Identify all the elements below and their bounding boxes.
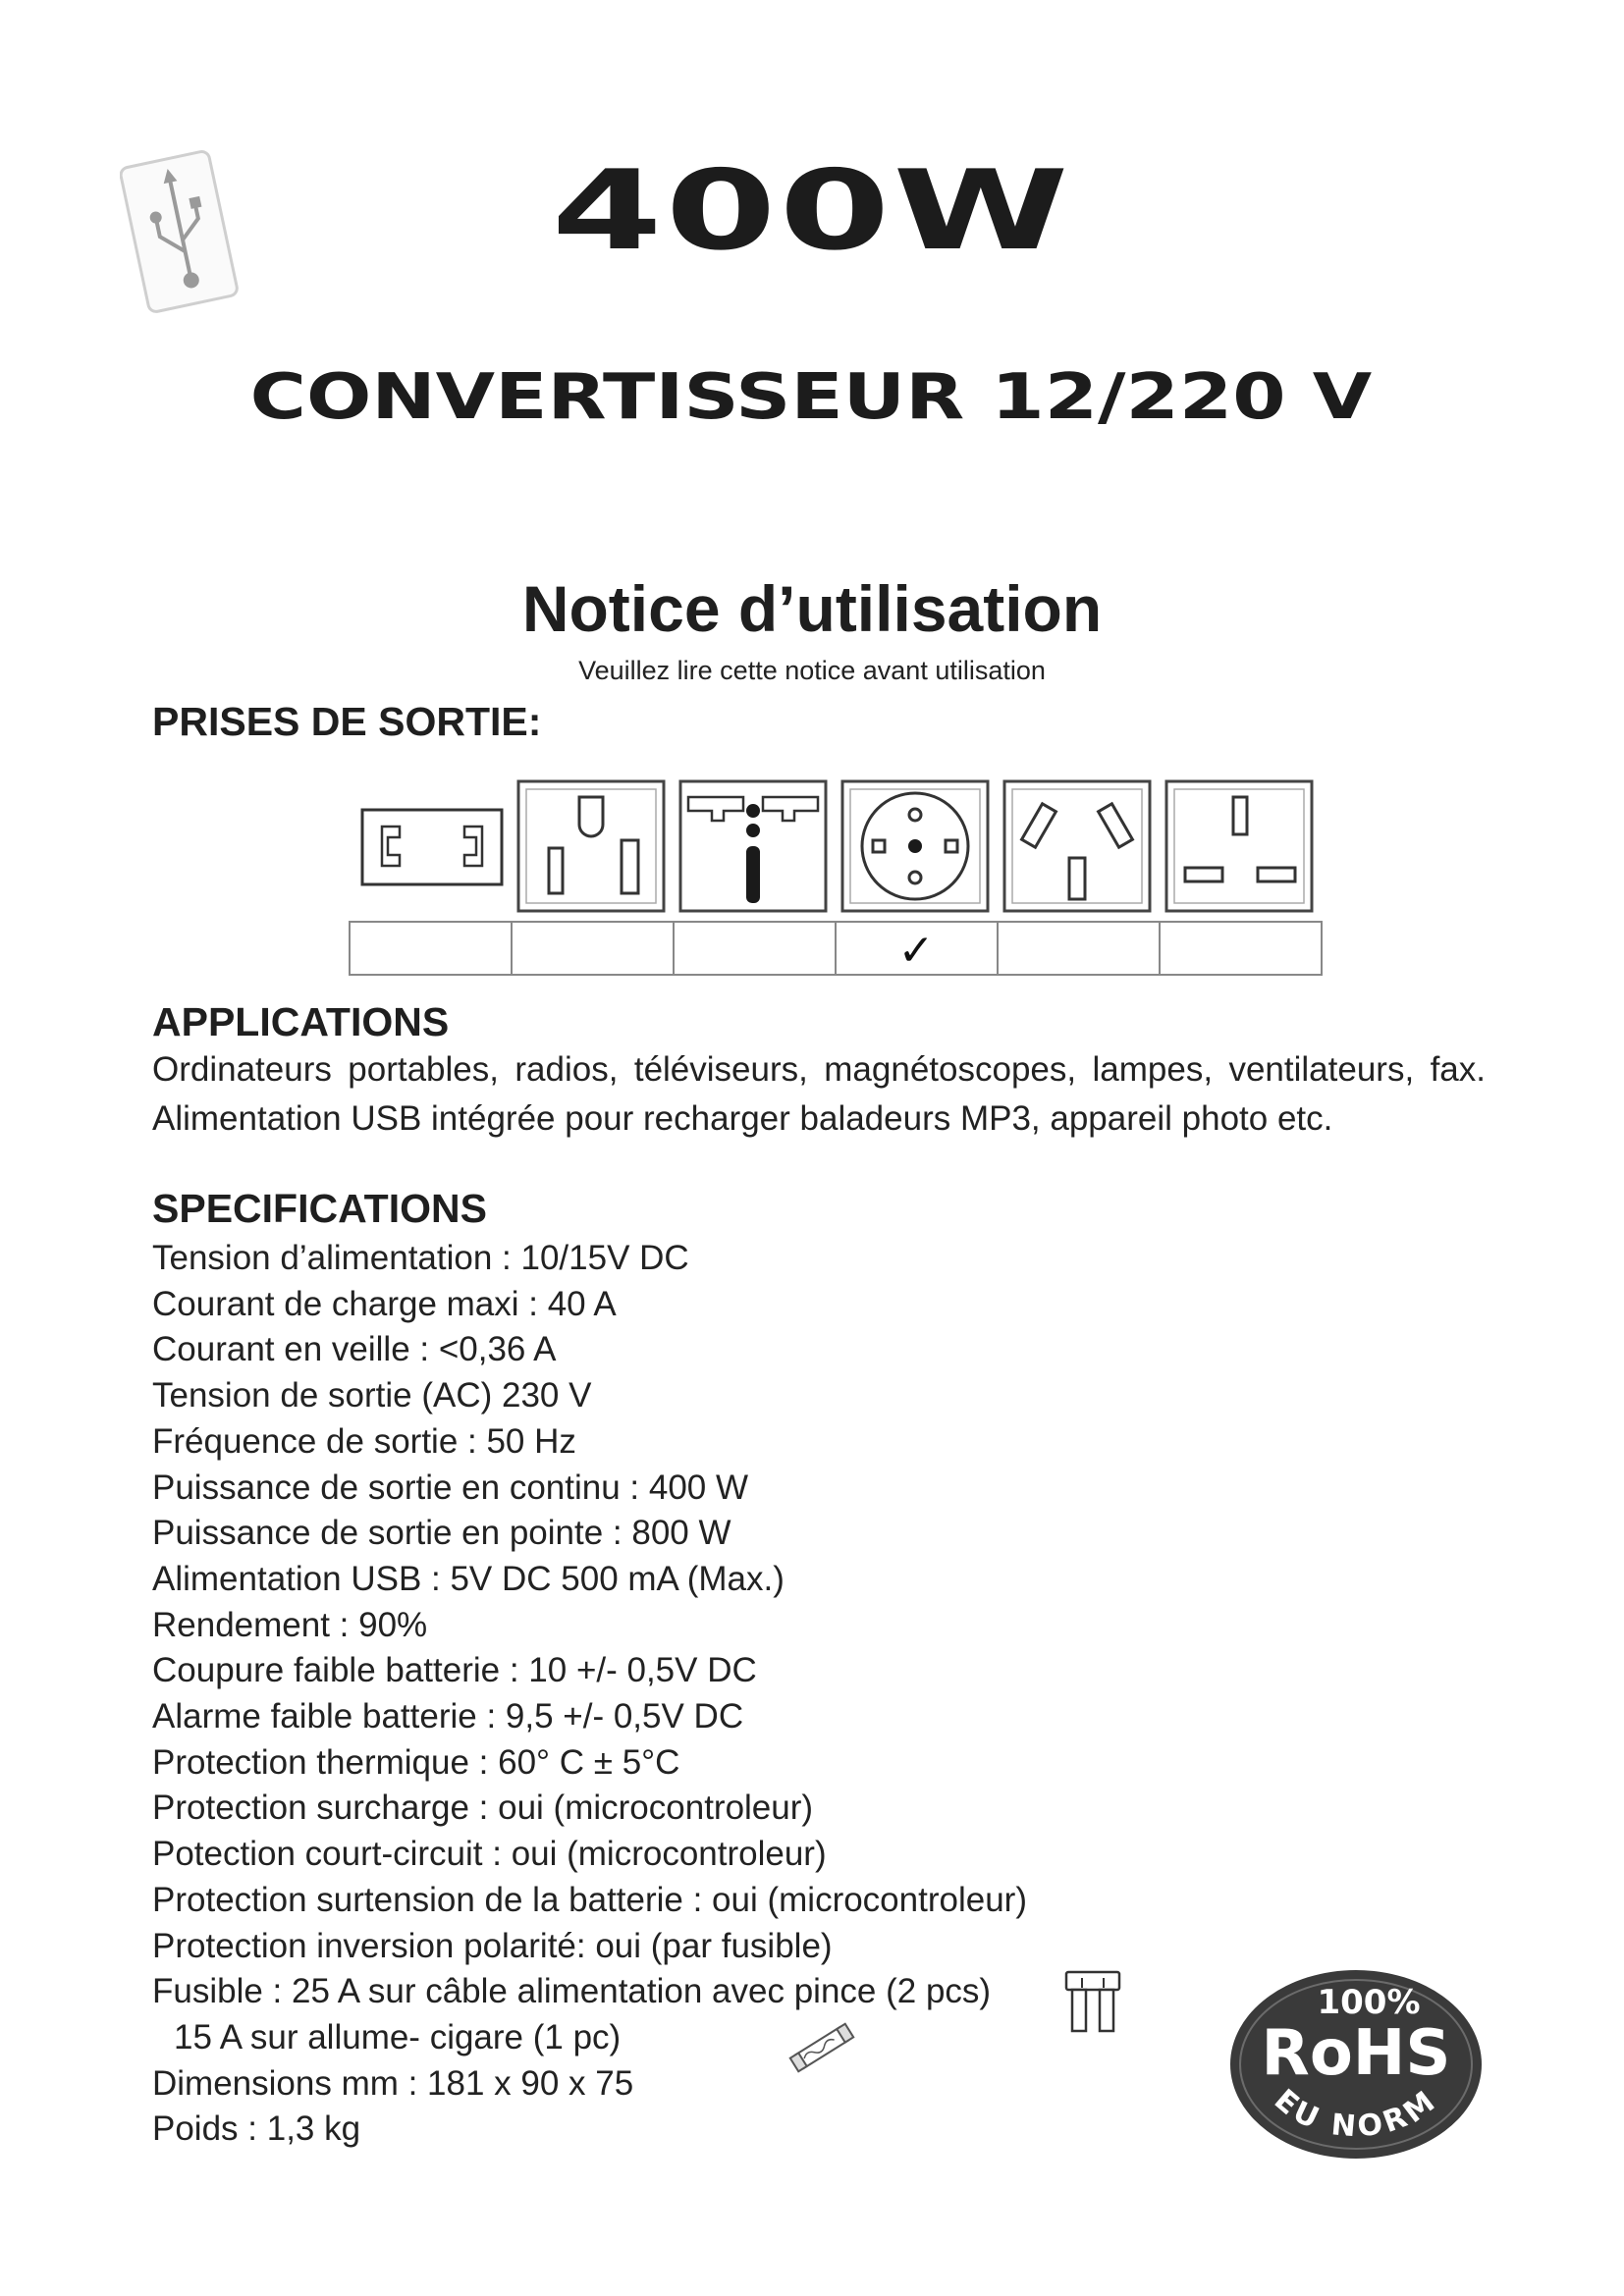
svg-text:EU NORM: EU NORM [1267, 2082, 1445, 2145]
power-title: 400W [551, 147, 1072, 275]
spec-item: Tension de sortie (AC) 230 V [152, 1376, 592, 1415]
spec-item: Puissance de sortie en continu : 400 W [152, 1468, 749, 1507]
socket-australian-icon [1004, 781, 1150, 911]
glass-fuse-icon [787, 2020, 856, 2075]
spec-item: 15 A sur allume- cigare (1 pc) [174, 2017, 622, 2056]
product-title: CONVERTISSEUR 12/220 V [249, 361, 1373, 434]
specifications-heading: SPECIFICATIONS [152, 1186, 487, 1231]
socket-uk-icon [1166, 781, 1312, 911]
applications-heading: APPLICATIONS [152, 999, 450, 1044]
rohs-badge [1225, 1966, 1487, 2163]
svg-text:RoHS: RoHS [1261, 2017, 1451, 2090]
spec-item: Tension d’alimentation : 10/15V DC [152, 1239, 689, 1277]
socket-check-row [349, 921, 1326, 980]
spec-item: Protection thermique : 60° C ± 5°C [152, 1742, 680, 1782]
spec-item: Alimentation USB : 5V DC 500 mA (Max.) [152, 1559, 785, 1598]
spec-item: Rendement : 90% [152, 1605, 428, 1644]
spec-item: Alarme faible batterie : 9,5 +/- 0,5V DC [152, 1697, 744, 1736]
applications-text: Ordinateurs portables, radios, téléviseurs, magnétoscopes, lampes, ventilateurs, fax. Alimentation USB intégrée pour recharger baladeurs MP3, appareil photo etc. [152, 1050, 1486, 1138]
specifications-list [152, 1236, 1027, 2153]
svg-text:100%: 100% [1317, 1983, 1421, 2022]
spec-item: Poids : 1,3 kg [152, 2109, 361, 2149]
spec-item: Puissance de sortie en pointe : 800 W [152, 1514, 731, 1553]
blade-fuse-icon [1062, 1968, 1123, 2037]
socket-diagram [349, 775, 1321, 918]
spec-item: Protection surcharge : oui (microcontroleur) [152, 1789, 814, 1828]
spec-item: Protection surtension de la batterie : oui (microcontroleur) [152, 1880, 1027, 1919]
socket-us-icon [518, 781, 664, 911]
spec-item: Fusible : 25 A sur câble alimentation avec pince (2 pcs) [152, 1972, 992, 2011]
spec-item: Potection court-circuit : oui (microcontroleur) [152, 1835, 827, 1874]
notice-subtitle: Veuillez lire cette notice avant utilisation [578, 656, 1046, 685]
outputs-heading: PRISES DE SORTIE: [152, 699, 542, 744]
spec-item: Courant en veille : <0,36 A [152, 1330, 557, 1369]
spec-item: Coupure faible batterie : 10 +/- 0,5V DC [152, 1651, 757, 1690]
spec-item: Dimensions mm : 181 x 90 x 75 [152, 2063, 634, 2103]
spec-item: Courant de charge maxi : 40 A [152, 1284, 617, 1323]
socket-universal-flat-icon [362, 810, 502, 884]
spec-item: Protection inversion polarité: oui (par fusible) [152, 1926, 833, 1965]
notice-title: Notice d’utilisation [521, 572, 1103, 645]
spec-item: Fréquence de sortie : 50 Hz [152, 1421, 576, 1461]
socket-schuko-icon [842, 781, 988, 911]
schuko-check-mark: ✓ [897, 926, 935, 976]
